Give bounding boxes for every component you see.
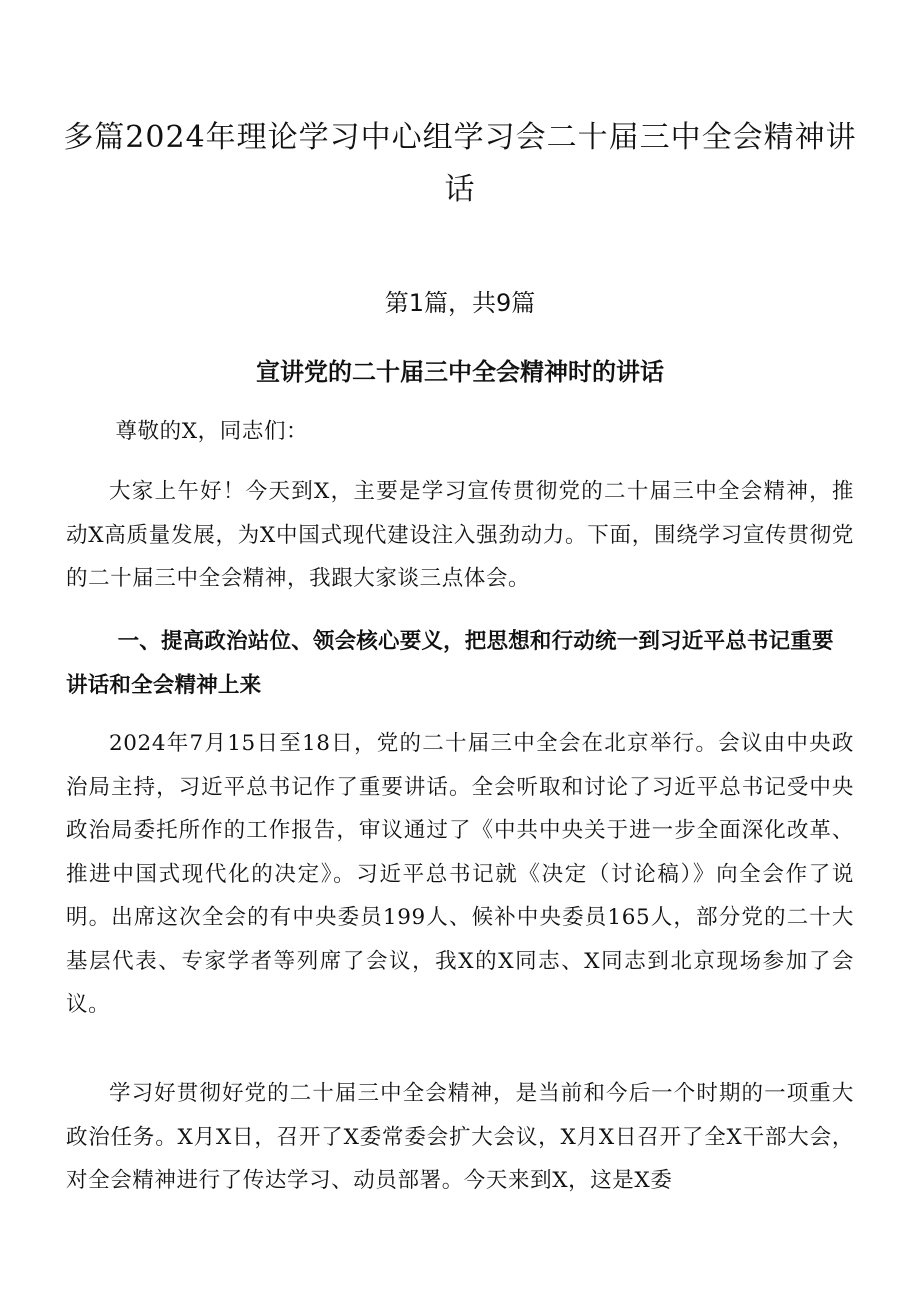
document-title: 多篇2024年理论学习中心组学习会二十届三中全会精神讲话 — [63, 120, 857, 207]
part-label: 第1篇，共9篇 — [384, 289, 536, 317]
speech-title: 宣讲党的二十届三中全会精神时的讲话 — [256, 358, 664, 386]
greeting: 尊敬的X，同志们： — [115, 419, 309, 444]
paragraph-task: 学习好贯彻好党的二十届三中全会精神，是当前和今后一个时期的一项重大政治任务。X月X日，召开了X委常委会扩大会议，X月X日召开了全X干部大会，对全会精神进行了传达学习、动员部署。今天来到X，这是X委 — [66, 1081, 854, 1193]
paragraph-plenum-summary: 2024年7月15日至18日，党的二十届三中全会在北京举行。会议由中央政治局主持，习近平总书记作了重要讲话。全会听取和讨论了习近平总书记受中央政治局委托所作的工作报告，审议通过了《中共中央关于进一步全面深化改革、推进中国式现代化的决定》。习近平总书记就《决定（讨论稿）》向全会作了说明。出席这次全会的有中央委员199人、候补中央委员165人，部分党的二十大基层代表、专家学者等列席了会议，我X的X同志、X同志到北京现场参加了会议。 — [66, 731, 854, 1017]
paragraph-intro: 大家上午好！今天到X，主要是学习宣传贯彻党的二十届三中全会精神，推动X高质量发展，为X中国式现代建设注入强劲动力。下面，围绕学习宣传贯彻党的二十届三中全会精神，我跟大家谈三点体会。 — [66, 479, 854, 591]
section-heading-1: 一、提高政治站位、领会核心要义，把思想和行动统一到习近平总书记重要讲话和全会精神上来 — [66, 629, 834, 698]
